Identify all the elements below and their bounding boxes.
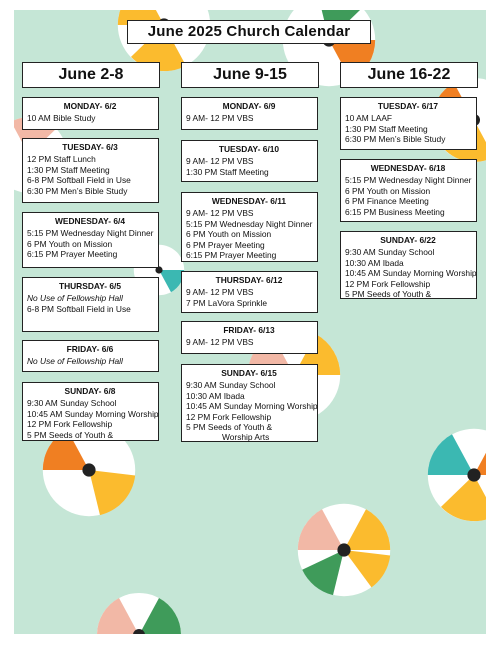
event-item: 1:30 PM Staff Meeting	[186, 166, 269, 177]
week-heading-june-2-8: June 2-8	[22, 62, 160, 88]
day-label: THURSDAY- 6/5	[58, 281, 122, 291]
event-item: 12 PM Fork Fellowship	[186, 411, 272, 422]
day-card-monday-6-2	[22, 97, 159, 130]
day-card-thursday-6-12	[181, 271, 318, 313]
day-label: SUNDAY- 6/15	[221, 368, 277, 378]
event-item: 6:15 PM Prayer Meeting	[186, 250, 277, 261]
event-item: 9 AM- 12 PM VBS	[186, 156, 254, 167]
day-card-friday-6-13	[181, 321, 318, 354]
day-card-wednesday-6-4	[22, 212, 159, 268]
day-label: MONDAY- 6/9	[222, 101, 276, 111]
event-item: 1:30 PM Staff Meeting	[27, 164, 110, 175]
event-item: 6:15 PM Business Meeting	[345, 206, 445, 217]
event-item: 9:30 AM Sunday School	[186, 380, 276, 391]
event-item: 5:15 PM Wednesday Night Dinner	[27, 228, 154, 239]
event-item: 6-8 PM Softball Field in Use	[27, 175, 131, 186]
event-item: 6:30 PM Men’s Bible Study	[27, 185, 128, 196]
day-label: TUESDAY- 6/10	[218, 144, 280, 154]
event-item: 6-8 PM Softball Field in Use	[27, 303, 131, 314]
event-item: 9 AM- 12 PM VBS	[186, 113, 254, 124]
beach-ball-icon	[289, 495, 399, 605]
event-item: 6:15 PM Prayer Meeting	[27, 249, 118, 260]
event-item: 9:30 AM Sunday School	[27, 398, 117, 409]
event-item: 9 AM- 12 PM VBS	[186, 287, 254, 298]
day-label: TUESDAY- 6/3	[62, 142, 118, 152]
day-card-wednesday-6-11	[181, 192, 318, 262]
day-card-friday-6-6	[22, 340, 159, 372]
event-item: 9 AM- 12 PM VBS	[186, 337, 254, 348]
event-item: 10:45 AM Sunday Morning Worship	[27, 408, 159, 419]
day-label: FRIDAY- 6/6	[66, 344, 114, 354]
day-card-wednesday-6-18	[340, 159, 477, 222]
beach-ball-icon	[89, 585, 189, 634]
day-label: WEDNESDAY- 6/11	[211, 196, 287, 206]
event-item: 12 PM Fork Fellowship	[345, 278, 431, 289]
event-item: 10 AM LAAF	[345, 113, 393, 124]
event-item: 5 PM Seeds of Youth &	[186, 422, 273, 433]
event-item: 10 AM Bible Study	[27, 113, 96, 124]
day-label: FRIDAY- 6/13	[223, 325, 275, 335]
event-item: No Use of Fellowship Hall	[27, 356, 123, 367]
day-label: SUNDAY- 6/8	[64, 386, 116, 396]
event-item: 9:30 AM Sunday School	[345, 247, 435, 258]
event-item: No Use of Fellowship Hall	[27, 293, 123, 304]
event-item: 6 PM Prayer Meeting	[186, 239, 265, 250]
day-label: WEDNESDAY- 6/18	[370, 163, 446, 173]
day-card-tuesday-6-3	[22, 138, 159, 203]
day-label: WEDNESDAY- 6/4	[55, 216, 125, 226]
event-item: 12 PM Fork Fellowship	[27, 419, 113, 430]
day-card-monday-6-9	[181, 97, 318, 130]
event-item: 12 PM Staff Lunch	[27, 154, 96, 165]
event-item: 10:45 AM Sunday Morning Worship	[186, 401, 318, 412]
day-card-sunday-6-8	[22, 382, 159, 441]
day-card-tuesday-6-10	[181, 140, 318, 182]
week-heading-june-9-15: June 9-15	[181, 62, 319, 88]
day-label: SUNDAY- 6/22	[380, 235, 436, 245]
day-card-tuesday-6-17	[340, 97, 477, 150]
event-item: 6 PM Youth on Mission	[27, 238, 113, 249]
event-item: 5:15 PM Wednesday Night Dinner	[345, 175, 472, 186]
event-item: 5 PM Seeds of Youth &	[345, 289, 432, 300]
page-title: June 2025 Church Calendar	[127, 20, 371, 44]
event-item: 6 PM Youth on Mission	[345, 185, 431, 196]
day-label: TUESDAY- 6/17	[377, 101, 439, 111]
event-item: 10:30 AM Ibada	[345, 257, 404, 268]
event-item: 7 PM LaVora Sprinkle	[186, 297, 268, 308]
week-heading-june-16-22: June 16-22	[340, 62, 478, 88]
event-item: 10:45 AM Sunday Morning Worship	[345, 268, 477, 279]
beach-ball-icon	[419, 420, 486, 530]
day-label: THURSDAY- 6/12	[215, 275, 283, 285]
event-item: Worship Arts	[222, 432, 270, 443]
event-item: 5:15 PM Wednesday Night Dinner	[186, 218, 313, 229]
event-item: 6:30 PM Men’s Bible Study	[345, 134, 446, 145]
event-item: 6 PM Youth on Mission	[186, 229, 272, 240]
event-item: 1:30 PM Staff Meeting	[345, 123, 428, 134]
day-card-sunday-6-22	[340, 231, 477, 299]
day-label: MONDAY- 6/2	[63, 101, 117, 111]
day-card-thursday-6-5	[22, 277, 159, 332]
event-item: 6 PM Finance Meeting	[345, 196, 429, 207]
event-item: 5 PM Seeds of Youth &	[27, 429, 114, 440]
event-item: 9 AM- 12 PM VBS	[186, 208, 254, 219]
event-item: 10:30 AM Ibada	[186, 390, 245, 401]
day-card-sunday-6-15	[181, 364, 318, 442]
